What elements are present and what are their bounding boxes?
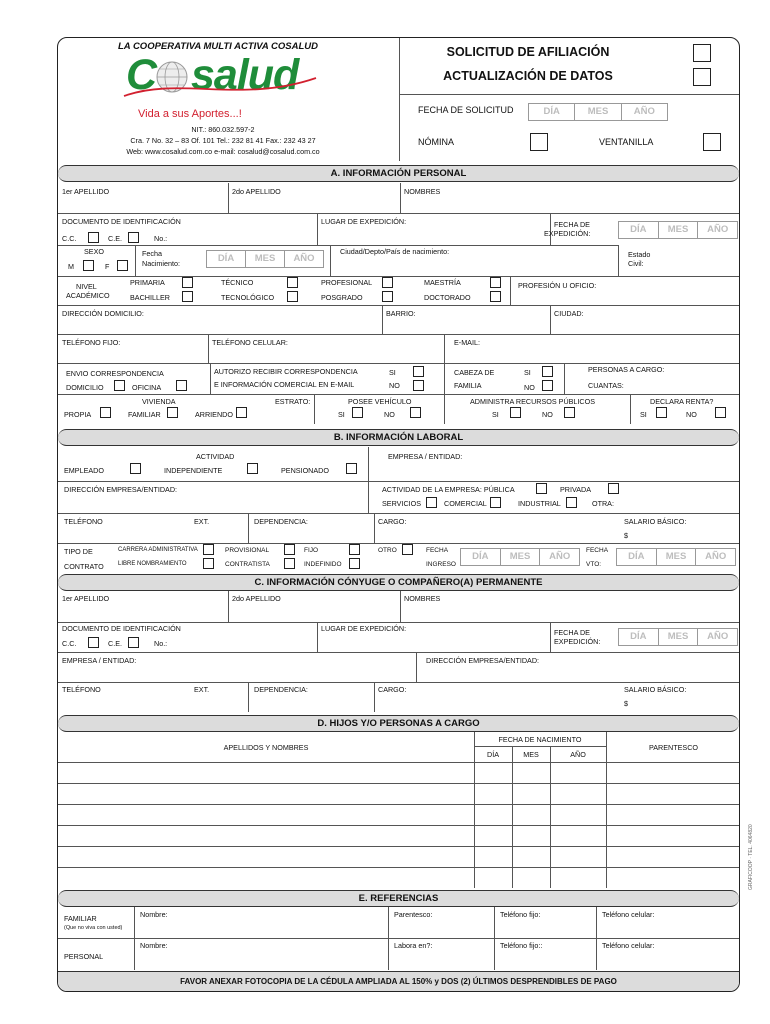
table-row[interactable] bbox=[58, 825, 740, 826]
email-label: E-MAIL: bbox=[454, 338, 480, 347]
ref-labora-label: Labora en?: bbox=[394, 941, 433, 950]
ref-parentesco-label: Parentesco: bbox=[394, 910, 433, 919]
conyuge-documento-label: DOCUMENTO DE IDENTIFICACIÓN bbox=[62, 624, 181, 633]
comercial-label: COMERCIAL bbox=[444, 499, 487, 508]
salario-currency: $ bbox=[624, 531, 628, 540]
parentesco-header: PARENTESCO bbox=[649, 743, 698, 752]
cabeza-no-checkbox[interactable] bbox=[542, 380, 553, 391]
ventanilla-checkbox[interactable] bbox=[703, 133, 721, 151]
barrio-label: BARRIO: bbox=[386, 309, 416, 318]
salario-currency: $ bbox=[624, 699, 628, 708]
empleado-checkbox[interactable] bbox=[130, 463, 141, 474]
libre-label: LIBRE NOMBRAMIENTO bbox=[118, 561, 187, 567]
ref-tel-cel-label: Teléfono celular: bbox=[602, 910, 655, 919]
familia-label: FAMILIA bbox=[454, 381, 482, 390]
fecha-nacimiento-date[interactable] bbox=[206, 250, 324, 268]
fijo-checkbox[interactable] bbox=[349, 544, 360, 555]
ref-tel-fijo-label: Teléfono fijo: bbox=[500, 910, 541, 919]
arriendo-label: ARRIENDO bbox=[195, 410, 233, 419]
actividad-label: ACTIVIDAD bbox=[196, 452, 235, 461]
table-row[interactable] bbox=[58, 867, 740, 868]
conyuge-apellido2-label: 2do APELLIDO bbox=[232, 594, 281, 603]
day-field[interactable]: DÍA bbox=[461, 549, 501, 565]
vehiculo-no-checkbox[interactable] bbox=[410, 407, 421, 418]
conyuge-ce-checkbox[interactable] bbox=[128, 637, 139, 648]
conyuge-telefono-label: TELÉFONO bbox=[62, 685, 101, 694]
fecha-exp-label: FECHA DE bbox=[554, 220, 590, 229]
recursos-si-checkbox[interactable] bbox=[510, 407, 521, 418]
fecha-exp-label2: EXPEDICIÓN: bbox=[544, 229, 591, 238]
cc-label: C.C. bbox=[62, 639, 77, 648]
oficina-checkbox[interactable] bbox=[176, 380, 187, 391]
estado-civil-label2: Civil: bbox=[628, 259, 644, 268]
day-field[interactable]: DÍA bbox=[529, 104, 575, 120]
doc-number-label: No.: bbox=[154, 234, 168, 243]
doc-number-label: No.: bbox=[154, 639, 168, 648]
conyuge-fecha-exp-date[interactable] bbox=[618, 628, 738, 646]
lugar-expedicion-label: LUGAR DE EXPEDICIÓN: bbox=[321, 217, 407, 226]
academico-label: ACADÉMICO bbox=[66, 291, 110, 300]
actualizacion-checkbox[interactable] bbox=[693, 68, 711, 86]
fecha-expedicion-date[interactable] bbox=[618, 221, 738, 239]
privada-label: PRIVADA bbox=[560, 485, 592, 494]
ref-nombre-label: Nombre: bbox=[140, 910, 168, 919]
conyuge-salario-label: SALARIO BÁSICO: bbox=[624, 685, 687, 694]
fecha-ingreso-label: FECHA bbox=[426, 547, 449, 554]
ext-label: EXT. bbox=[194, 685, 210, 694]
ce-label: C.E. bbox=[108, 639, 122, 648]
afiliacion-checkbox[interactable] bbox=[693, 44, 711, 62]
nivel-label: NIVEL bbox=[76, 282, 97, 291]
conyuge-cargo-label: CARGO: bbox=[378, 685, 407, 694]
no-vive-label: (Que no viva con usted) bbox=[64, 925, 123, 931]
fecha-nac-label: Fecha bbox=[142, 249, 162, 258]
cabeza-si-checkbox[interactable] bbox=[542, 366, 553, 377]
cc-checkbox[interactable] bbox=[88, 232, 99, 243]
web-email: Web: www.cosalud.com.co e-mail: cosalud@cosalud.com.co bbox=[126, 147, 320, 156]
f-label: F bbox=[105, 262, 110, 271]
privada-checkbox[interactable] bbox=[608, 483, 619, 494]
slogan: Vida a sus Aportes...! bbox=[138, 108, 242, 120]
nomina-checkbox[interactable] bbox=[530, 133, 548, 151]
year-field[interactable]: AÑO bbox=[633, 106, 655, 117]
cc-label: C.C. bbox=[62, 234, 77, 243]
cabeza-label: CABEZA DE bbox=[454, 368, 495, 377]
day-field[interactable]: DÍA bbox=[207, 251, 246, 267]
provisional-checkbox[interactable] bbox=[284, 544, 295, 555]
pensionado-checkbox[interactable] bbox=[346, 463, 357, 474]
dia-header: DÍA bbox=[487, 750, 499, 759]
tel-fijo-label: TELÉFONO FIJO: bbox=[62, 338, 121, 347]
tipo-contrato-label2: CONTRATO bbox=[64, 562, 104, 571]
estado-civil-label: Estado bbox=[628, 250, 651, 259]
profesional-checkbox[interactable] bbox=[382, 277, 393, 288]
conyuge-apellido1-label: 1er APELLIDO bbox=[62, 594, 110, 603]
libre-checkbox[interactable] bbox=[203, 558, 214, 569]
title-actualizacion: ACTUALIZACIÓN DE DATOS bbox=[443, 69, 613, 83]
conyuge-lugar-label: LUGAR DE EXPEDICIÓN: bbox=[321, 624, 407, 633]
logo-text: salud bbox=[191, 51, 299, 99]
section-e-title: E. REFERENCIAS bbox=[58, 890, 739, 907]
no-label: NO bbox=[542, 410, 553, 419]
dependencia-label: DEPENDENCIA: bbox=[254, 517, 308, 526]
otro-label: OTRO bbox=[378, 547, 397, 554]
tecnologico-checkbox[interactable] bbox=[287, 291, 298, 302]
contratista-label: CONTRATISTA bbox=[225, 561, 270, 568]
recursos-no-checkbox[interactable] bbox=[564, 407, 575, 418]
autorizo-si-checkbox[interactable] bbox=[413, 366, 424, 377]
month-field[interactable]: MES bbox=[575, 104, 621, 120]
printer-note: GRAFICOOP · TEL. 4064820 bbox=[748, 824, 754, 890]
comercial-checkbox[interactable] bbox=[490, 497, 501, 508]
autorizo-label2: E INFORMACIÓN COMERCIAL EN E-MAIL bbox=[214, 380, 355, 389]
maestria-label: MAESTRÍA bbox=[424, 278, 461, 287]
arriendo-checkbox[interactable] bbox=[236, 407, 247, 418]
otra-label: OTRA: bbox=[592, 499, 614, 508]
fecha-solicitud-date[interactable] bbox=[528, 103, 668, 121]
conyuge-cc-checkbox[interactable] bbox=[88, 637, 99, 648]
vehiculo-label: POSEE VEHÍCULO bbox=[348, 397, 412, 406]
independiente-label: INDEPENDIENTE bbox=[164, 466, 223, 475]
fecha-solicitud-label: FECHA DE SOLICITUD bbox=[418, 105, 514, 115]
servicios-label: SERVICIOS bbox=[382, 499, 422, 508]
fecha-vto-label: FECHA bbox=[586, 547, 609, 554]
doctorado-checkbox[interactable] bbox=[490, 291, 501, 302]
month-field[interactable]: MES bbox=[246, 251, 285, 267]
familiar-label: FAMILIAR bbox=[128, 410, 161, 419]
fecha-ingreso-date[interactable] bbox=[460, 548, 580, 566]
month-field[interactable]: MES bbox=[657, 549, 697, 565]
m-label: M bbox=[68, 262, 74, 271]
vivienda-label: VIVIENDA bbox=[142, 397, 176, 406]
table-row[interactable] bbox=[58, 783, 740, 784]
ref-tel-fijo-label: Teléfono fijo:: bbox=[500, 941, 543, 950]
logo-letter-c: C bbox=[126, 51, 157, 99]
renta-si-checkbox[interactable] bbox=[656, 407, 667, 418]
doctorado-label: DOCTORADO bbox=[424, 293, 471, 302]
maestria-checkbox[interactable] bbox=[490, 277, 501, 288]
bachiller-label: BACHILLER bbox=[130, 293, 170, 302]
sexo-f-checkbox[interactable] bbox=[117, 260, 128, 271]
profesion-label: PROFESIÓN U OFICIO: bbox=[518, 281, 597, 290]
tel-celular-label: TELÉFONO CELULAR: bbox=[212, 338, 288, 347]
direccion-empresa-label: DIRECCIÓN EMPRESA/ENTIDAD: bbox=[64, 485, 178, 494]
tecnologico-label: TECNOLÓGICO bbox=[221, 293, 275, 302]
servicios-checkbox[interactable] bbox=[426, 497, 437, 508]
month-field[interactable]: MES bbox=[659, 222, 699, 238]
section-a-title: A. INFORMACIÓN PERSONAL bbox=[58, 165, 739, 182]
cuantas-label: CUANTAS: bbox=[588, 381, 624, 390]
posgrado-checkbox[interactable] bbox=[382, 291, 393, 302]
industrial-checkbox[interactable] bbox=[566, 497, 577, 508]
si-label: SI bbox=[389, 368, 396, 377]
empresa-label: EMPRESA / ENTIDAD: bbox=[388, 452, 463, 461]
apellido1-label: 1er APELLIDO bbox=[62, 187, 110, 196]
apellido2-label: 2do APELLIDO bbox=[232, 187, 281, 196]
apellidos-header: APELLIDOS Y NOMBRES bbox=[223, 743, 309, 752]
tecnico-label: TÉCNICO bbox=[221, 278, 254, 287]
section-c-title: C. INFORMACIÓN CÓNYUGE O COMPAÑERO(A) PERMANENTE bbox=[58, 574, 739, 591]
contratista-checkbox[interactable] bbox=[284, 558, 295, 569]
carrera-checkbox[interactable] bbox=[203, 544, 214, 555]
nomina-label: NÓMINA bbox=[418, 137, 454, 147]
empleado-label: EMPLEADO bbox=[64, 466, 104, 475]
year-field[interactable]: AÑO bbox=[707, 631, 729, 642]
renta-no-checkbox[interactable] bbox=[715, 407, 726, 418]
fecha-nac-header: FECHA DE NACIMIENTO bbox=[498, 735, 582, 744]
section-d-title: D. HIJOS Y/O PERSONAS A CARGO bbox=[58, 715, 739, 732]
nit: NIT.: 860.032.597-2 bbox=[191, 125, 255, 134]
envio-label: ENVIO CORRESPONDENCIA bbox=[66, 369, 164, 378]
sexo-m-checkbox[interactable] bbox=[83, 260, 94, 271]
direccion-label: DIRECCIÓN DOMICILIO: bbox=[62, 309, 144, 318]
fecha-vto-date[interactable] bbox=[616, 548, 736, 566]
mes-header: MES bbox=[523, 750, 539, 759]
personas-cargo-label: PERSONAS A CARGO: bbox=[588, 365, 665, 374]
fecha-ingreso-label2: INGRESO bbox=[426, 561, 456, 568]
telefono-label: TELÉFONO bbox=[64, 517, 103, 526]
ext-label: EXT. bbox=[194, 517, 210, 526]
conyuge-empresa-label: EMPRESA / ENTIDAD: bbox=[62, 656, 137, 665]
industrial-label: INDUSTRIAL bbox=[518, 499, 561, 508]
profesional-label: PROFESIONAL bbox=[321, 278, 373, 287]
propia-label: PROPIA bbox=[64, 410, 92, 419]
recursos-label: ADMINISTRA RECURSOS PÚBLICOS bbox=[470, 397, 596, 406]
footer-note: FAVOR ANEXAR FOTOCOPIA DE LA CÉDULA AMPLIADA AL 150% y DOS (2) ÚLTIMOS DESPRENDIBLES DE PAGO bbox=[58, 971, 739, 992]
cargo-label: CARGO: bbox=[378, 517, 407, 526]
day-field[interactable]: DÍA bbox=[619, 629, 659, 645]
documento-label: DOCUMENTO DE IDENTIFICACIÓN bbox=[62, 217, 181, 226]
no-label: NO bbox=[686, 410, 697, 419]
autorizo-no-checkbox[interactable] bbox=[413, 380, 424, 391]
sexo-label: SEXO bbox=[84, 247, 104, 256]
conyuge-direccion-label: DIRECCIÓN EMPRESA/ENTIDAD: bbox=[426, 656, 540, 665]
indefinido-checkbox[interactable] bbox=[349, 558, 360, 569]
otro-checkbox[interactable] bbox=[402, 544, 413, 555]
conyuge-nombres-label: NOMBRES bbox=[404, 594, 441, 603]
salario-label: SALARIO BÁSICO: bbox=[624, 517, 687, 526]
posgrado-label: POSGRADO bbox=[321, 293, 363, 302]
domicilio-label: DOMICILIO bbox=[66, 383, 104, 392]
fecha-nac-label2: Nacimiento: bbox=[142, 259, 180, 268]
coop-name: LA COOPERATIVA MULTI ACTIVA COSALUD bbox=[118, 41, 319, 52]
year-field[interactable]: AÑO bbox=[705, 551, 727, 562]
independiente-checkbox[interactable] bbox=[247, 463, 258, 474]
ref-nombre-label: Nombre: bbox=[140, 941, 168, 950]
tipo-contrato-label: TIPO DE bbox=[64, 547, 93, 556]
renta-label: DECLARA RENTA? bbox=[650, 397, 714, 406]
title-afiliacion: SOLICITUD DE AFILIACIÓN bbox=[446, 45, 610, 59]
personal-ref-label: PERSONAL bbox=[64, 952, 104, 961]
si-label: SI bbox=[492, 410, 499, 419]
day-field[interactable]: DÍA bbox=[617, 549, 657, 565]
fijo-label: FIJO bbox=[304, 547, 319, 554]
si-label: SI bbox=[524, 368, 531, 377]
primaria-label: PRIMARIA bbox=[130, 278, 165, 287]
ciudad-label: CIUDAD: bbox=[554, 309, 584, 318]
ref-tel-cel-label: Teléfono celular: bbox=[602, 941, 655, 950]
autorizo-label: AUTORIZO RECIBIR CORRESPONDENCIA bbox=[214, 367, 358, 376]
ciudad-nacimiento-label: Ciudad/Depto/País de nacimiento: bbox=[340, 247, 450, 256]
fecha-exp-label2: EXPEDICIÓN: bbox=[554, 637, 601, 646]
month-field[interactable]: MES bbox=[659, 629, 699, 645]
si-label: SI bbox=[338, 410, 345, 419]
domicilio-checkbox[interactable] bbox=[114, 380, 125, 391]
actividad-empresa-label: ACTIVIDAD DE LA EMPRESA: PÚBLICA bbox=[382, 485, 515, 494]
table-row[interactable] bbox=[58, 846, 740, 847]
si-label: SI bbox=[640, 410, 647, 419]
provisional-label: PROVISIONAL bbox=[225, 547, 270, 554]
propia-checkbox[interactable] bbox=[100, 407, 111, 418]
ano-header: AÑO bbox=[570, 750, 586, 759]
day-field[interactable]: DÍA bbox=[619, 222, 659, 238]
familiar-ref-label: FAMILIAR bbox=[64, 914, 97, 923]
fecha-vto-label2: VTO: bbox=[586, 561, 602, 568]
year-field[interactable]: AÑO bbox=[293, 253, 315, 264]
no-label: NO bbox=[524, 383, 535, 392]
vehiculo-si-checkbox[interactable] bbox=[352, 407, 363, 418]
ventanilla-label: VENTANILLA bbox=[599, 137, 654, 147]
carrera-label: CARRERA ADMINISTRATIVA bbox=[118, 547, 198, 553]
table-row[interactable] bbox=[58, 804, 740, 805]
estrato-label: ESTRATO: bbox=[275, 397, 311, 406]
ce-checkbox[interactable] bbox=[128, 232, 139, 243]
publica-checkbox[interactable] bbox=[536, 483, 547, 494]
familiar-checkbox[interactable] bbox=[167, 407, 178, 418]
pensionado-label: PENSIONADO bbox=[281, 466, 329, 475]
no-label: NO bbox=[389, 381, 400, 390]
year-field[interactable]: AÑO bbox=[707, 224, 729, 235]
fecha-exp-label: FECHA DE bbox=[554, 628, 590, 637]
logo-swoosh-icon bbox=[120, 74, 320, 102]
month-field[interactable]: MES bbox=[501, 549, 541, 565]
address: Cra. 7 No. 32 – 83 Of. 101 Tel.: 232 81 41 Fax.: 232 43 27 bbox=[130, 136, 316, 145]
section-b-title: B. INFORMACIÓN LABORAL bbox=[58, 429, 739, 446]
primaria-checkbox[interactable] bbox=[182, 277, 193, 288]
tecnico-checkbox[interactable] bbox=[287, 277, 298, 288]
no-label: NO bbox=[384, 410, 395, 419]
ce-label: C.E. bbox=[108, 234, 122, 243]
nombres-label: NOMBRES bbox=[404, 187, 441, 196]
oficina-label: OFICINA bbox=[132, 383, 162, 392]
application-form bbox=[57, 37, 740, 992]
year-field[interactable]: AÑO bbox=[549, 551, 571, 562]
conyuge-dependencia-label: DEPENDENCIA: bbox=[254, 685, 308, 694]
indefinido-label: INDEFINIDO bbox=[304, 561, 342, 568]
bachiller-checkbox[interactable] bbox=[182, 291, 193, 302]
